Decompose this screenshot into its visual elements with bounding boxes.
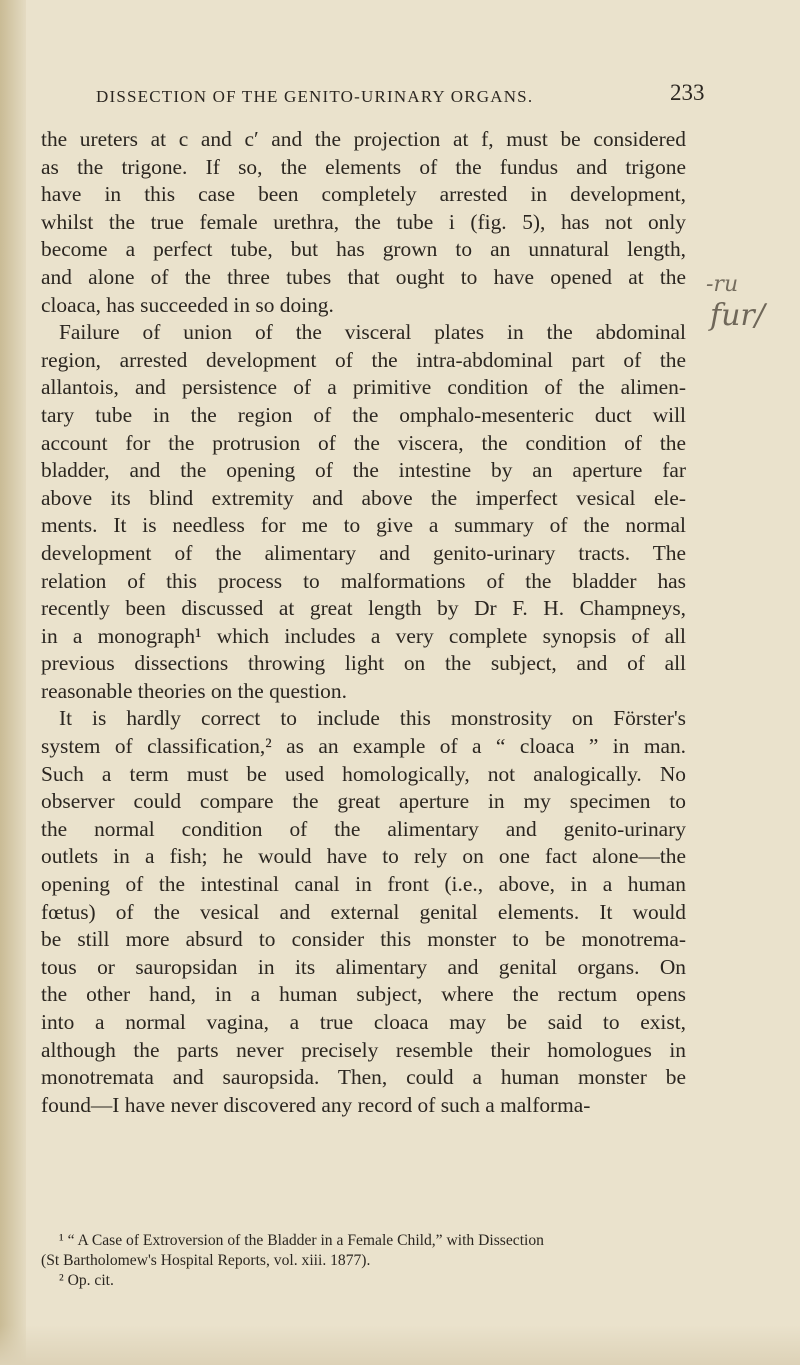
text-line: as the trigone. If so, the elements of the fundus and trigone (41, 154, 686, 179)
text-line: relation of this process to malformations of the bladder has (41, 568, 686, 593)
page-bottom-shade (0, 1325, 800, 1365)
footnote-1-line-2: (St Bartholomew's Hospital Reports, vol. xiii. 1877). (41, 1252, 371, 1269)
text-line: the other hand, in a human subject, where the rectum opens (41, 982, 686, 1007)
text-line: monotremata and sauropsida. Then, could a human monster be (41, 1065, 686, 1090)
text-line: bladder, and the opening of the intestine by an aperture far (41, 458, 686, 483)
text-line: be still more absurd to consider this monster to be monotrema- (41, 927, 686, 952)
text-line: the normal condition of the alimentary and genito-urinary (41, 816, 686, 841)
text-line: development of the alimentary and genito-urinary tracts. The (41, 540, 686, 565)
text-line: It is hardly correct to include this monstrosity on Förster's (59, 706, 686, 731)
text-line: previous dissections throwing light on the subject, and of all (41, 651, 686, 676)
text-line: allantois, and persistence of a primitive condition of the alimen- (41, 375, 686, 400)
text-line: tous or sauropsidan in its alimentary and genital organs. On (41, 954, 686, 979)
text-line: the ureters at c and c′ and the projection at f, must be considered (41, 127, 686, 151)
text-line: and alone of the three tubes that ought to have opened at the (41, 264, 686, 289)
text-line: outlets in a fish; he would have to rely on one fact alone—the (41, 844, 686, 869)
text-line: account for the protrusion of the viscera, the condition of the (41, 430, 686, 455)
marginalia-note-2: fur/ (710, 298, 765, 333)
text-line: fœtus) of the vesical and external genital elements. It would (41, 899, 686, 924)
text-line: observer could compare the great aperture in my specimen to (41, 789, 686, 814)
page-binding-edge (0, 0, 26, 1365)
handwritten-marginalia (698, 272, 798, 352)
text-line: Failure of union of the visceral plates in the abdominal (59, 320, 686, 345)
text-line: opening of the intestinal canal in front (i.e., above, in a human (41, 872, 686, 897)
text-line: recently been discussed at great length by Dr F. H. Champneys, (41, 596, 686, 621)
text-line: above its blind extremity and above the imperfect vesical ele- (41, 485, 686, 510)
text-line: into a normal vagina, a true cloaca may be said to exist, (41, 1010, 686, 1034)
text-line: cloaca, has succeeded in so doing. (41, 292, 334, 317)
text-line: reasonable theories on the question. (41, 678, 347, 703)
text-line: system of classification,² as an example of a “ cloaca ” in man. (41, 734, 686, 759)
text-line: region, arrested development of the intra-abdominal part of the (41, 347, 686, 372)
text-line: whilst the true female urethra, the tube i (fig. 5), has not only (41, 209, 686, 234)
body-text (41, 126, 686, 1119)
text-line: become a perfect tube, but has grown to an unnatural length, (41, 237, 686, 262)
text-line: in a monograph¹ which includes a very complete synopsis of all (41, 623, 686, 648)
text-line: have in this case been completely arrested in development, (41, 182, 686, 207)
text-line: ments. It is needless for me to give a summary of the normal (41, 513, 686, 538)
running-header: DISSECTION OF THE GENITO-URINARY ORGANS. (96, 87, 534, 106)
text-line: Such a term must be used homologically, not analogically. No (41, 761, 686, 786)
page-number: 233 (670, 80, 705, 105)
text-line: although the parts never precisely resemble their homologues in (41, 1037, 686, 1062)
footnote-2: ² Op. cit. (59, 1272, 114, 1289)
marginalia-note-1: -ru (706, 272, 739, 297)
footnotes (41, 1231, 686, 1291)
text-line: tary tube in the region of the omphalo-mesenteric duct will (41, 402, 686, 427)
text-line: found—I have never discovered any record of such a malforma- (41, 1092, 591, 1117)
footnote-1-line-1: ¹ “ A Case of Extroversion of the Bladder in a Female Child,” with Dissection (59, 1232, 544, 1249)
